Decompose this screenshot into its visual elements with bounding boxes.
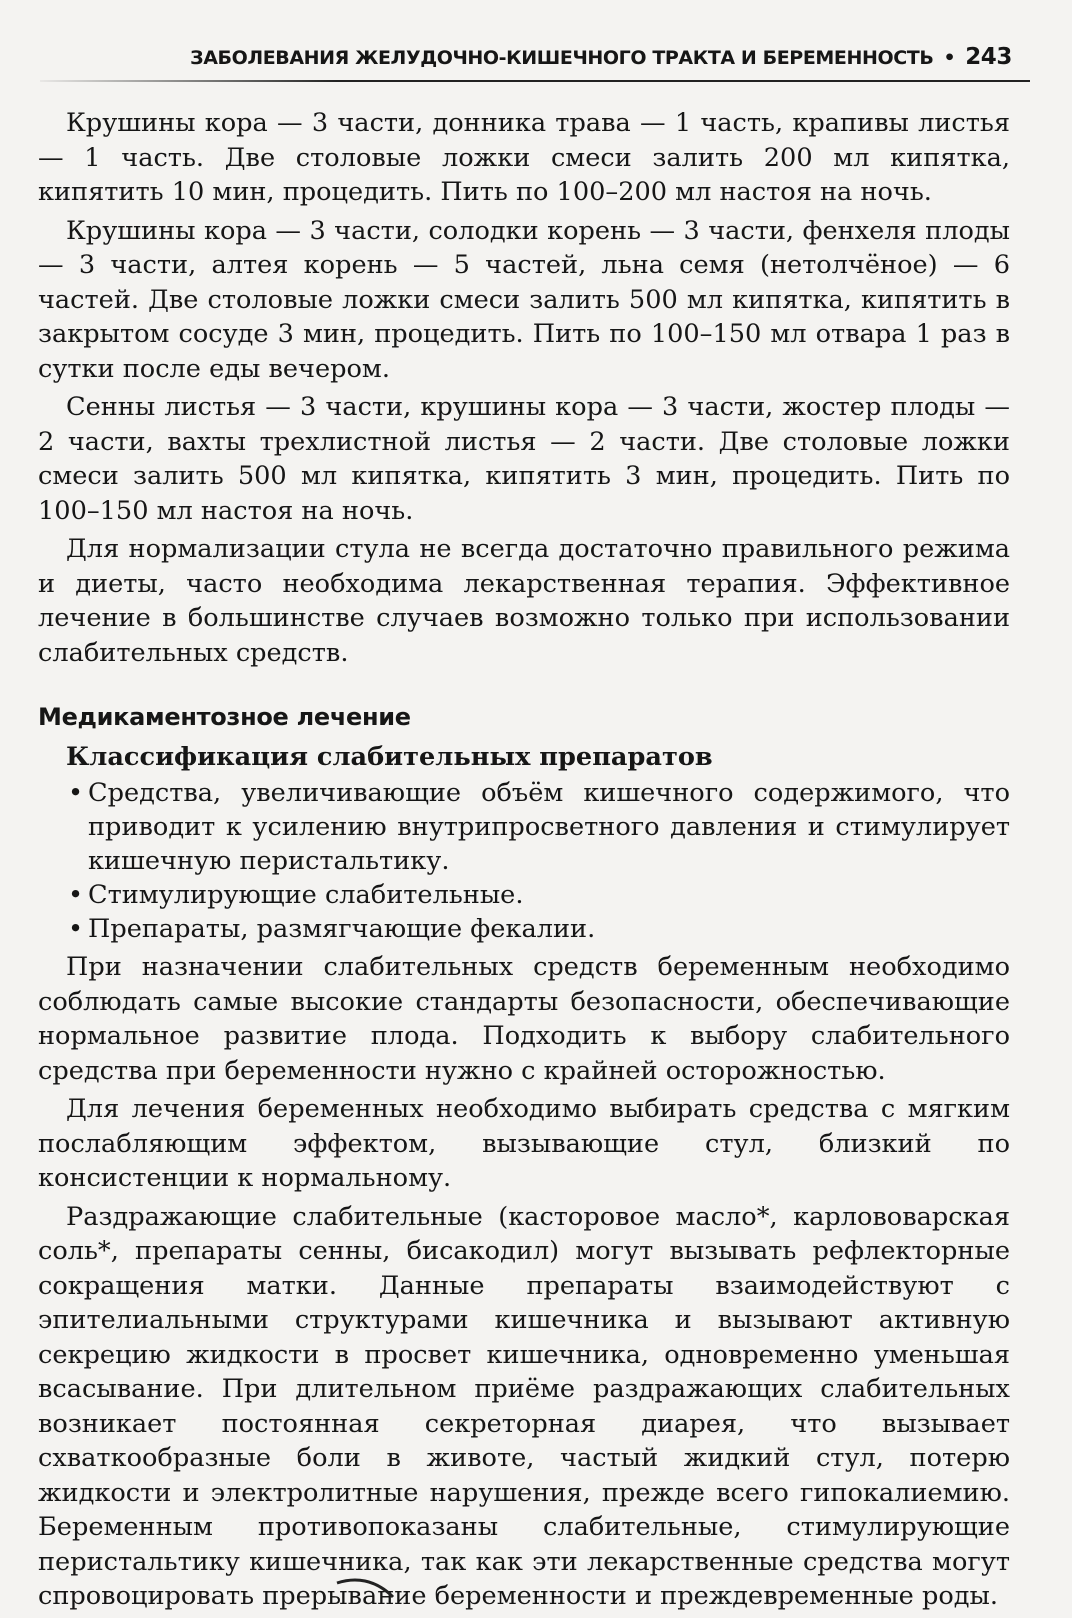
header-rule (40, 80, 1030, 82)
subsection-title: Классификация слабительных препаратов (66, 742, 713, 772)
page-edge-mark (335, 1575, 395, 1601)
paragraph-recipe-1: Крушины кора — 3 части, донника трава — 1 часть, крапивы листья — 1 часть. Две столовые ложки смеси залить 200 мл кипятка, кипятить 10 мин, процедить. Пить по 100–200 мл настоя на ночь. (38, 108, 1010, 207)
running-title: ЗАБОЛЕВАНИЯ ЖЕЛУДОЧНО-КИШЕЧНОГО ТРАКТА И БЕРЕМЕННОСТЬ (190, 47, 934, 69)
paragraph-recipe-2: Крушины кора — 3 части, солодки корень — 3 части, фенхеля плоды — 3 части, алтея корень — 5 частей, льна семя (нетолчёное) — 6 частей. Две столовые ложки смеси залить 500 мл кипятка, кипятить в закрытом сосуде 3 мин, процедить. Пить по 100–150 мл отвара 1 раз в сутки после еды вечером. (38, 215, 1010, 384)
header-bullet: • (943, 47, 956, 69)
paragraph-irritant-laxatives: Раздражающие слабительные (касторовое масло*, карлововарская соль*, препараты сенны, бисакодил) могут вызывать рефлекторные сокращения матки. Данные препараты взаимодействуют с эпителиальными структурами кишечника и вызывают активную секрецию жидкости в просвет кишечника, одновременно уменьшая всасывание. При длительном приёме раздражающих слабительных возникает постоянная секреторная диарея, что вызывает схваткообразные боли в животе, частый жидкий стул, потерю жидкости и электролитные нарушения, прежде всего гипокалиемию. Беременным противопоказаны слабительные, стимулирующие перистальтику кишечника, так как эти лекарственные средства могут спровоцировать прерывание беременности и преждевременные роды. (38, 1201, 1010, 1611)
page-number: 243 (965, 44, 1012, 70)
paragraph-safety: При назначении слабительных средств беременным необходимо соблюдать самые высокие стандарты безопасности, обеспечивающие нормальное развитие плода. Подходить к выбору слабительного средства при беременности нужно с крайней осторожностью. (38, 952, 1010, 1086)
laxative-classification-list (66, 776, 1010, 946)
paragraph-recipe-3: Сенны листья — 3 части, крушины кора — 3 части, жостер плоды — 2 части, вахты трехлистной листья — 2 части. Две столовые ложки смеси залить 500 мл кипятка, кипятить 3 мин, процедить. Пить по 100–150 мл настоя на ночь. (38, 392, 1010, 526)
running-header (190, 44, 1012, 70)
page-body (38, 106, 1010, 1618)
paragraph-mild-effect: Для лечения беременных необходимо выбирать средства с мягким послабляющим эффектом, вызывающие стул, близкий по консистенции к нормальному. (38, 1094, 1010, 1193)
section-title: Медикаментозное лечение (38, 703, 411, 731)
list-item: • Препараты, размягчающие фекалии. (66, 912, 1010, 946)
list-item: • Стимулирующие слабительные. (66, 878, 1010, 912)
list-item: • Средства, увеличивающие объём кишечного содержимого, что приводит к усилению внутрипросветного давления и стимулирует кишечную перистальтику. (66, 776, 1010, 878)
paragraph-normalization: Для нормализации стула не всегда достаточно правильного режима и диеты, часто необходима лекарственная терапия. Эффективное лечение в большинстве случаев возможно только при использовании слабительных средств. (38, 534, 1010, 668)
